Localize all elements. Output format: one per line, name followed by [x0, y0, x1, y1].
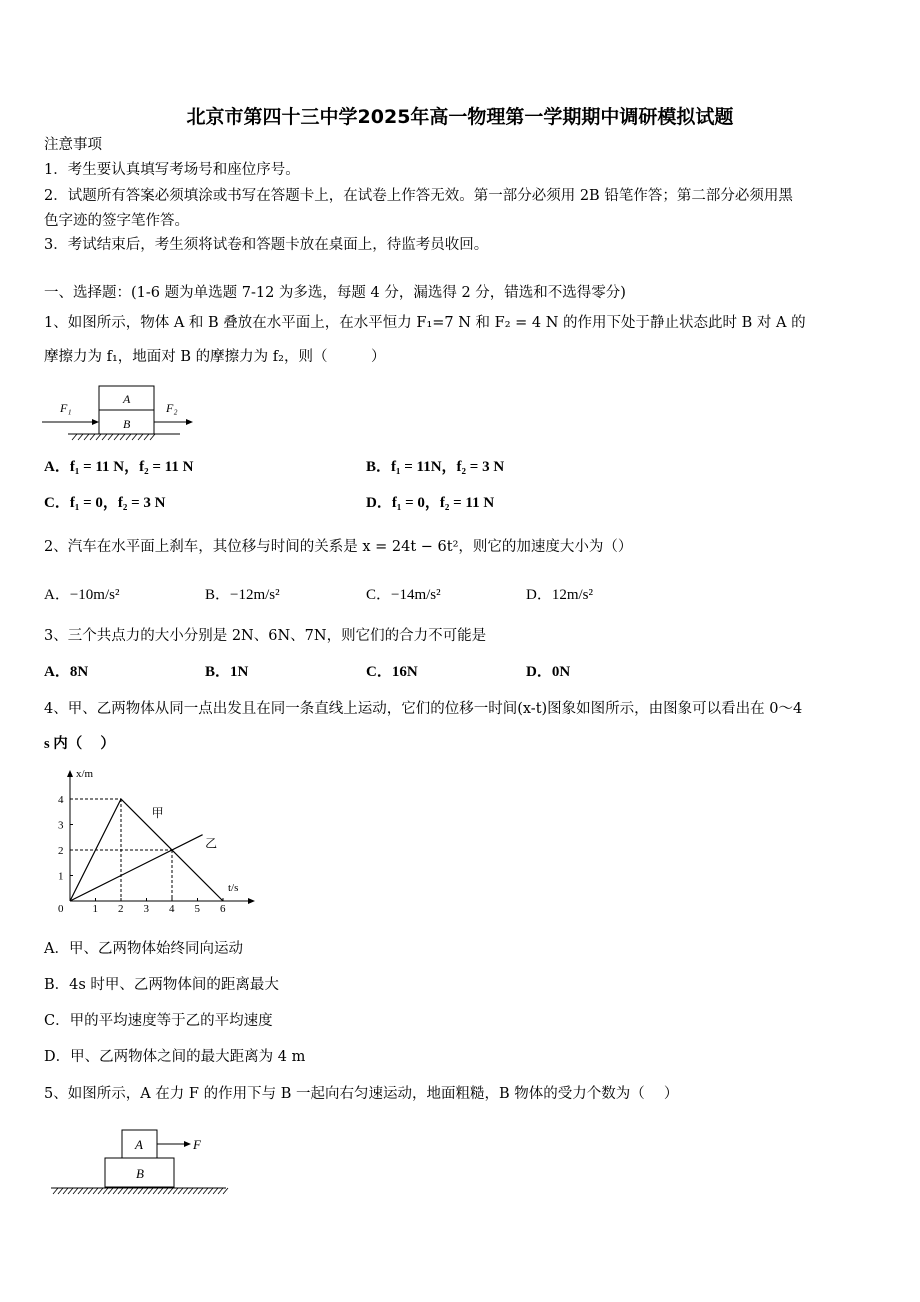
block-b-label: B	[136, 1166, 144, 1181]
x-tick-label: 6	[220, 903, 226, 915]
hatch-line	[128, 1188, 133, 1194]
hatch-line	[118, 1188, 123, 1194]
q1-text: 1、如图所示，物体 A 和 B 叠放在水平面上，在水平恒力 F₁=7 N 和 F₂ = 4 N 的作用下处于静止状态此时 B 对 A 的	[44, 315, 806, 331]
q4-option-d[interactable]: D．甲、乙两物体之间的最大距离为 4 m	[44, 1049, 306, 1065]
q1-option-a[interactable]: A．f₁ = 11 N，f₂ = 11 N	[44, 459, 194, 475]
q2-option-a[interactable]: A．−10m/s²	[44, 587, 120, 603]
hatch-line	[153, 1188, 158, 1194]
block-b-label: B	[123, 417, 131, 431]
q4-text: s 内（ ）	[44, 736, 115, 752]
q3-option-b[interactable]: B．1N	[205, 664, 249, 680]
hatch-line	[78, 1188, 83, 1194]
hatch-line	[168, 1188, 173, 1194]
q4-option-b[interactable]: B．4s 时甲、乙两物体间的距离最大	[44, 977, 279, 993]
hatch-line	[83, 1188, 88, 1194]
hatch-line	[143, 1188, 148, 1194]
force-f-label: F	[193, 1137, 201, 1152]
notice-item: 色字迹的签字笔作答。	[44, 213, 189, 229]
hatch-line	[98, 1188, 103, 1194]
hatch-line	[103, 1188, 108, 1194]
hatch-line	[123, 1188, 128, 1194]
notice-item: 1．考生要认真填写考场号和座位序号。	[44, 162, 300, 178]
q5-text: 5、如图所示，A 在力 F 的作用下与 B 一起向右匀速运动，地面粗糙，B 物体的受力个数为（ ）	[44, 1086, 679, 1102]
y-tick-label: 3	[58, 819, 64, 832]
x-tick-label: 1	[92, 903, 98, 915]
hatch-line	[158, 1188, 163, 1194]
hatch-line	[173, 1188, 178, 1194]
hatch-line	[73, 1188, 78, 1194]
q3-option-c[interactable]: C．16N	[366, 664, 418, 680]
hatch-line	[183, 1188, 188, 1194]
notice-item: 2．试题所有答案必须填涂或书写在答题卡上，在试卷上作答无效。第一部分必须用 2B 铅笔作答；第二部分必须用黑	[44, 188, 793, 204]
q1-text: 摩擦力为 f₁，地面对 B 的摩擦力为 f₂，则（ ）	[44, 349, 386, 365]
force-f1-label: F₁	[60, 401, 72, 415]
q1-option-c[interactable]: C．f₁ = 0，f₂ = 3 N	[44, 495, 166, 511]
q3-option-d[interactable]: D．0N	[526, 664, 571, 680]
hatch-line	[193, 1188, 198, 1194]
q5-figure	[48, 1125, 233, 1197]
hatch-line	[203, 1188, 208, 1194]
q2-option-c[interactable]: C．−14m/s²	[366, 587, 441, 603]
q4-option-a[interactable]: A．甲、乙两物体始终同向运动	[44, 941, 243, 957]
page-title: 北京市第四十三中学2025年高一物理第一学期期中调研模拟试题	[186, 106, 734, 128]
hatch-line	[178, 1188, 183, 1194]
q1-figure	[40, 380, 200, 442]
hatch-line	[93, 1188, 98, 1194]
notice-heading: 注意事项	[44, 137, 102, 153]
hatch-line	[53, 1188, 58, 1194]
q4-option-c[interactable]: C．甲的平均速度等于乙的平均速度	[44, 1013, 273, 1029]
q2-text: 2、汽车在水平面上刹车，其位移与时间的关系是 x = 24t − 6t²，则它的加速度大小为（）	[44, 539, 633, 555]
y-axis-arrow	[67, 770, 73, 777]
hatch-line	[138, 1188, 143, 1194]
hatch-line	[223, 1188, 228, 1194]
hatch-line	[133, 1188, 138, 1194]
x-tick-label: 0	[58, 903, 64, 915]
section-heading: 一、选择题：(1-6 题为单选题 7-12 为多选，每题 4 分，漏选得 2 分，错选和不选得零分)	[44, 285, 626, 301]
hatch-line	[63, 1188, 68, 1194]
x-tick-label: 2	[118, 903, 124, 915]
hatch-line	[198, 1188, 203, 1194]
series-line-yi	[70, 835, 203, 901]
y-tick-label: 2	[58, 845, 64, 857]
x-tick-label: 4	[169, 903, 175, 915]
x-axis-label: t/s	[228, 882, 239, 894]
q1-option-b[interactable]: B．f₁ = 11N，f₂ = 3 N	[366, 459, 505, 475]
x-tick-label: 5	[194, 903, 200, 915]
hatch-line	[68, 1188, 73, 1194]
q2-option-d[interactable]: D．12m/s²	[526, 587, 594, 603]
block-a-label: A	[123, 392, 131, 406]
hatch-line	[213, 1188, 218, 1194]
y-tick-label: 4	[58, 794, 64, 806]
notice-item: 3．考试结束后，考生须将试卷和答题卡放在桌面上，待监考员收回。	[44, 237, 489, 253]
hatch-line	[113, 1188, 118, 1194]
hatch-line	[218, 1188, 223, 1194]
hatch-line	[148, 1188, 153, 1194]
hatch-line	[208, 1188, 213, 1194]
block-a-label: A	[135, 1137, 143, 1152]
y-tick-label: 1	[58, 870, 64, 883]
q3-option-a[interactable]: A．8N	[44, 664, 89, 680]
q2-option-b[interactable]: B．−12m/s²	[205, 587, 280, 603]
force-f2-label: F₂	[166, 401, 178, 415]
hatch-line	[163, 1188, 168, 1194]
hatch-line	[88, 1188, 93, 1194]
q3-text: 3、三个共点力的大小分别是 2N、6N、7N，则它们的合力不可能是	[44, 628, 487, 644]
hatch-line	[188, 1188, 193, 1194]
q4-text: 4、甲、乙两物体从同一点出发且在同一条直线上运动，它们的位移一时间(x-t)图象如图所示，由图象可以看出在 0～4	[44, 701, 803, 717]
q1-option-d[interactable]: D．f₁ = 0，f₂ = 11 N	[366, 495, 495, 511]
x-tick-label: 3	[143, 903, 149, 915]
series-label: 甲	[151, 805, 164, 820]
hatch-line	[108, 1188, 113, 1194]
x-axis-arrow	[248, 898, 255, 904]
y-axis-label: x/m	[76, 768, 94, 780]
hatch-line	[58, 1188, 63, 1194]
q4-xt-graph	[40, 765, 270, 920]
series-label: 乙	[205, 836, 218, 851]
